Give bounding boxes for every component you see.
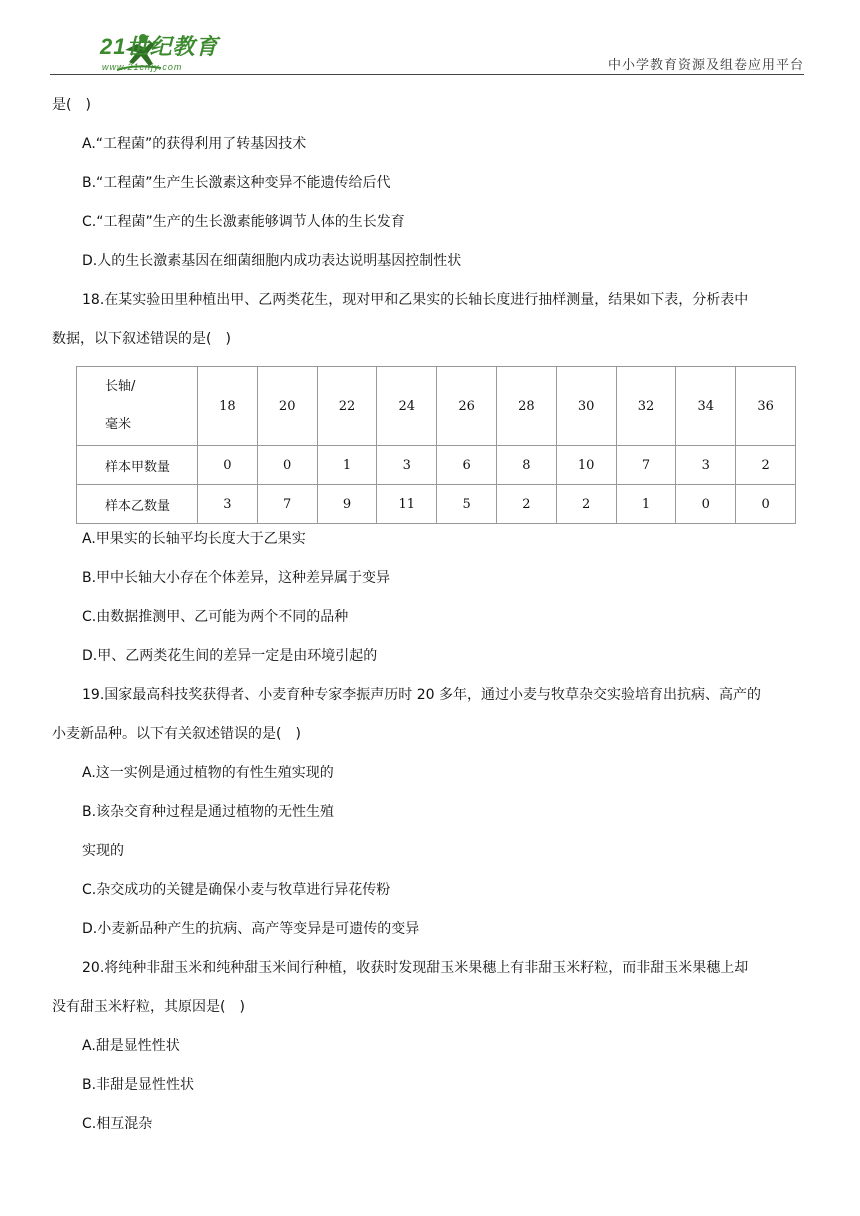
option-c: C.“工程菌”生产的生长激素能够调节人体的生长发育 bbox=[82, 214, 405, 230]
table-cell: 3 bbox=[377, 446, 437, 485]
table-cell: 2 bbox=[556, 485, 616, 524]
table-cell: 20 bbox=[257, 367, 317, 446]
table-header-label: 长轴/ 毫米 bbox=[77, 367, 198, 446]
option-b: B.非甜是显性性状 bbox=[82, 1077, 195, 1093]
table-cell: 8 bbox=[496, 446, 556, 485]
table-cell: 7 bbox=[257, 485, 317, 524]
question-stem-end: 是( ) bbox=[52, 97, 91, 113]
table-cell: 3 bbox=[676, 446, 736, 485]
table-cell: 6 bbox=[437, 446, 497, 485]
question-18: 18.在某实验田里种植出甲、乙两类花生，现对甲和乙果实的长轴长度进行抽样测量，结果如下表，分析表中 bbox=[82, 292, 749, 308]
option-a: A.甜是显性性状 bbox=[82, 1038, 180, 1054]
option-d: D.人的生长激素基因在细菌细胞内成功表达说明基因控制性状 bbox=[82, 253, 462, 269]
table-cell: 18 bbox=[198, 367, 258, 446]
measurement-table bbox=[76, 366, 796, 524]
table-cell: 3 bbox=[198, 485, 258, 524]
header-divider bbox=[50, 74, 804, 75]
option-a: A.这一实例是通过植物的有性生殖实现的 bbox=[82, 765, 334, 781]
table-row bbox=[77, 485, 796, 524]
table-cell: 5 bbox=[437, 485, 497, 524]
table-cell: 2 bbox=[496, 485, 556, 524]
table-cell: 0 bbox=[676, 485, 736, 524]
table-cell: 0 bbox=[198, 446, 258, 485]
table-cell: 24 bbox=[377, 367, 437, 446]
table-cell: 30 bbox=[556, 367, 616, 446]
table-cell: 28 bbox=[496, 367, 556, 446]
table-cell: 2 bbox=[736, 446, 796, 485]
option-d: D.甲、乙两类花生间的差异一定是由环境引起的 bbox=[82, 648, 378, 664]
table-cell: 26 bbox=[437, 367, 497, 446]
table-cell: 11 bbox=[377, 485, 437, 524]
option-b: B.甲中长轴大小存在个体差异，这种差异属于变异 bbox=[82, 570, 391, 586]
question-20-cont: 没有甜玉米籽粒，其原因是( ) bbox=[52, 999, 245, 1015]
option-b: B.该杂交育种过程是通过植物的无性生殖 bbox=[82, 804, 335, 820]
table-cell: 32 bbox=[616, 367, 676, 446]
question-19-cont: 小麦新品种。以下有关叙述错误的是( ) bbox=[52, 726, 301, 742]
logo-text: 21世纪教育 bbox=[100, 34, 219, 59]
table-header-row bbox=[77, 367, 796, 446]
platform-name: 中小学教育资源及组卷应用平台 bbox=[607, 58, 804, 73]
page-header bbox=[50, 30, 804, 76]
option-c: C.相互混杂 bbox=[82, 1116, 153, 1132]
option-b: B.“工程菌”生产生长激素这种变异不能遗传给后代 bbox=[82, 175, 391, 191]
question-18-cont: 数据，以下叙述错误的是( ) bbox=[52, 331, 231, 347]
row-label-a: 样本甲数量 bbox=[77, 446, 198, 485]
table-cell: 34 bbox=[676, 367, 736, 446]
question-20: 20.将纯种非甜玉米和纯种甜玉米间行种植，收获时发现甜玉米果穗上有非甜玉米籽粒，而非甜玉米果穗上却 bbox=[82, 960, 749, 976]
table-cell: 9 bbox=[317, 485, 377, 524]
logo-url: www.21cnjy.com bbox=[102, 62, 183, 72]
table-cell: 36 bbox=[736, 367, 796, 446]
option-c: C.由数据推测甲、乙可能为两个不同的品种 bbox=[82, 609, 349, 625]
option-c: C.杂交成功的关键是确保小麦与牧草进行异花传粉 bbox=[82, 882, 391, 898]
table-cell: 1 bbox=[616, 485, 676, 524]
option-a: A.甲果实的长轴平均长度大于乙果实 bbox=[82, 531, 306, 547]
table-cell: 0 bbox=[736, 485, 796, 524]
table-cell: 7 bbox=[616, 446, 676, 485]
table-cell: 22 bbox=[317, 367, 377, 446]
question-19: 19.国家最高科技奖获得者、小麦育种专家李振声历时 20 多年，通过小麦与牧草杂交实验培育出抗病、高产的 bbox=[82, 687, 761, 703]
option-b-cont: 实现的 bbox=[82, 843, 124, 859]
table-cell: 1 bbox=[317, 446, 377, 485]
table-cell: 0 bbox=[257, 446, 317, 485]
option-a: A.“工程菌”的获得利用了转基因技术 bbox=[82, 136, 307, 152]
option-d: D.小麦新品种产生的抗病、高产等变异是可遗传的变异 bbox=[82, 921, 420, 937]
row-label-b: 样本乙数量 bbox=[77, 485, 198, 524]
table-row bbox=[77, 446, 796, 485]
table-cell: 10 bbox=[556, 446, 616, 485]
